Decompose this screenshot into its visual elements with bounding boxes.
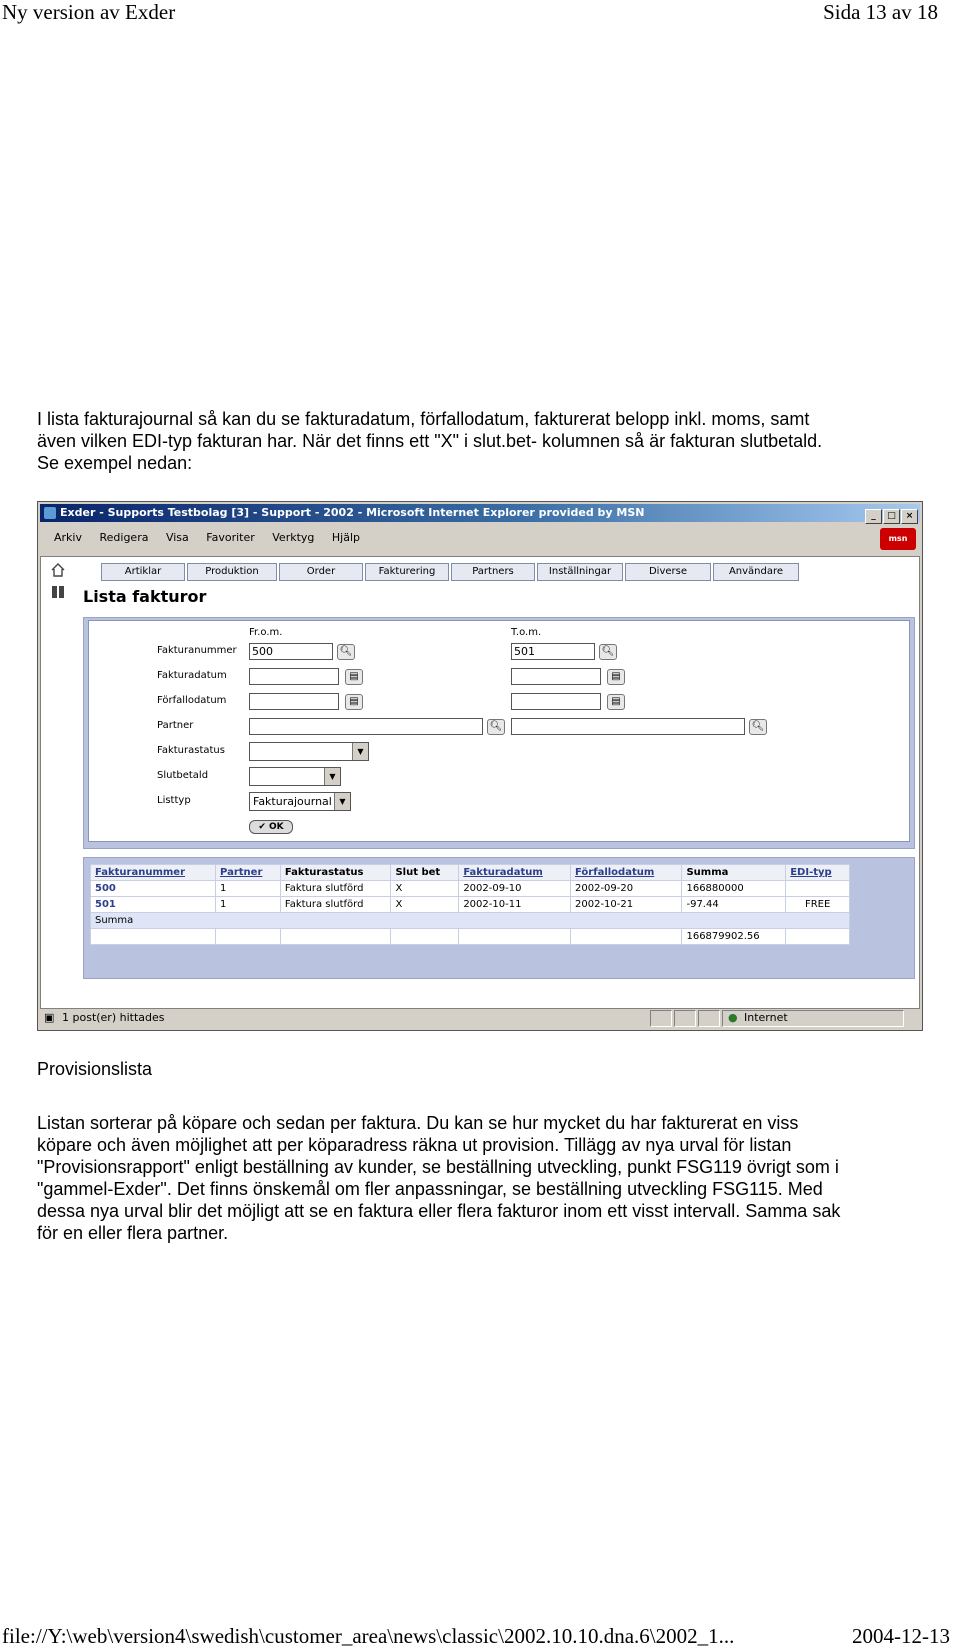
tab-artiklar[interactable]: Artiklar [101, 563, 185, 581]
cell: Faktura slutförd [280, 897, 391, 913]
status-segment [650, 1010, 672, 1027]
cell [391, 929, 459, 945]
table-row[interactable] [91, 881, 850, 897]
label-fakturanummer: Fakturanummer [157, 645, 237, 656]
cell [786, 929, 850, 945]
cell: FREE [786, 897, 850, 913]
paid-select[interactable] [249, 767, 341, 786]
cell: 2002-10-11 [459, 897, 571, 913]
body-line: för en eller flera partner. [37, 1223, 229, 1243]
cell: Faktura slutförd [280, 881, 391, 897]
minimize-button[interactable]: _ [865, 509, 882, 524]
cell-invoice-link[interactable]: 500 [91, 881, 216, 897]
cell-invoice-link[interactable]: 501 [91, 897, 216, 913]
cell: 1 [216, 897, 281, 913]
status-segment [698, 1010, 720, 1027]
cell: X [391, 897, 459, 913]
invoice-date-from-input[interactable] [249, 668, 339, 685]
menu-hjalp[interactable]: Hjälp [331, 531, 360, 544]
status-segment [674, 1010, 696, 1027]
page-title: Lista fakturor [83, 587, 207, 606]
ok-button[interactable]: ✔ OK [249, 820, 293, 834]
browser-content [40, 556, 920, 1009]
close-button[interactable]: × [901, 509, 918, 524]
cell: X [391, 881, 459, 897]
ie-icon [44, 507, 56, 519]
search-icon[interactable]: 🔍︎ [599, 644, 617, 660]
search-icon[interactable]: 🔍︎ [337, 644, 355, 660]
status-bar [40, 1009, 920, 1027]
intro-paragraph [37, 408, 822, 474]
cell: 2002-09-10 [459, 881, 571, 897]
calendar-icon[interactable]: ▤ [345, 669, 363, 685]
filter-form-inner [88, 620, 910, 842]
window-title: Exder - Supports Testbolag [3] - Support - 2002 - Microsoft Internet Explorer provided by MSN [60, 506, 645, 519]
body-line: Listan sorterar på köpare och sedan per faktura. Du kan se hur mycket du har fakturerat en viss [37, 1113, 799, 1133]
cell [786, 881, 850, 897]
search-icon[interactable]: 🔍︎ [487, 719, 505, 735]
label-partner: Partner [157, 720, 194, 731]
tab-partners[interactable]: Partners [451, 563, 535, 581]
tab-anvandare[interactable]: Användare [713, 563, 799, 581]
filter-form [83, 617, 915, 849]
globe-icon: ● [728, 1011, 738, 1024]
menu-bar [40, 524, 920, 552]
body-line: "Provisionsrapport" enligt beställning av kunder, se beställning utveckling, punkt FSG119 övrigt som i [37, 1157, 839, 1177]
status-text: 1 post(er) hittades [62, 1011, 165, 1024]
summa-value-row [91, 929, 850, 945]
intro-line: I lista fakturajournal så kan du se fakturadatum, förfallodatum, fakturerat belopp inkl. moms, samt [37, 409, 810, 429]
grid-icon[interactable] [51, 585, 65, 599]
label-fakturastatus: Fakturastatus [157, 745, 225, 756]
due-date-to-input[interactable] [511, 693, 601, 710]
search-icon[interactable]: 🔍︎ [749, 719, 767, 735]
chevron-down-icon: ▼ [352, 743, 368, 760]
col-fakturadatum[interactable]: Fakturadatum [459, 865, 571, 881]
intro-line: även vilken EDI-typ fakturan har. När det finns ett "X" i slut.bet- kolumnen så är fakturan slutbetald. [37, 431, 823, 451]
list-type-value: Fakturajournal [253, 795, 332, 808]
invoice-to-input[interactable]: 501 [511, 643, 595, 660]
body-line: köpare och även möjlighet att per köparadress räkna ut provision. Tillägg av nya urval för listan [37, 1135, 792, 1155]
cell [571, 929, 682, 945]
page-number: Sida 13 av 18 [823, 0, 938, 24]
cell: 2002-10-21 [571, 897, 682, 913]
tab-order[interactable]: Order [279, 563, 363, 581]
partner-from-input[interactable] [249, 718, 483, 735]
invoice-status-select[interactable] [249, 742, 369, 761]
partner-to-input[interactable] [511, 718, 745, 735]
menu-arkiv[interactable]: Arkiv [54, 531, 82, 544]
menu-verktyg[interactable]: Verktyg [272, 531, 315, 544]
tab-fakturering[interactable]: Fakturering [365, 563, 449, 581]
zone-text: Internet [744, 1011, 788, 1024]
table-row[interactable] [91, 897, 850, 913]
results-table [90, 864, 850, 945]
home-icon[interactable] [51, 563, 65, 577]
page-header-title: Ny version av Exder [2, 0, 176, 24]
footer-date: 2004-12-13 [852, 1624, 950, 1648]
invoice-from-input[interactable]: 500 [249, 643, 333, 660]
cell: 166880000 [682, 881, 786, 897]
ok-label: OK [269, 822, 284, 832]
footer-path: file://Y:\web\version4\swedish\customer_area\news\classic\2002.10.10.dna.6\2002_1... [2, 1624, 735, 1648]
calendar-icon[interactable]: ▤ [345, 694, 363, 710]
list-type-select[interactable] [249, 792, 351, 811]
label-listtyp: Listtyp [157, 795, 191, 806]
cell [91, 929, 216, 945]
section-heading: Provisionslista [37, 1059, 153, 1079]
calendar-icon[interactable]: ▤ [607, 669, 625, 685]
col-partner[interactable]: Partner [216, 865, 281, 881]
calendar-icon[interactable]: ▤ [607, 694, 625, 710]
summa-label-row [91, 913, 850, 929]
summa-label: Summa [91, 913, 850, 929]
label-fakturadatum: Fakturadatum [157, 670, 227, 681]
app-screenshot [37, 501, 923, 1031]
from-label: Fr.o.m. [249, 627, 283, 638]
tab-diverse[interactable]: Diverse [625, 563, 711, 581]
tab-installningar[interactable]: Inställningar [537, 563, 623, 581]
cell [459, 929, 571, 945]
chevron-down-icon: ▼ [334, 793, 350, 810]
summa-value: 166879902.56 [682, 929, 786, 945]
col-slut-bet: Slut bet [391, 865, 459, 881]
menu-visa[interactable]: Visa [165, 531, 189, 544]
intro-line: Se exempel nedan: [37, 453, 193, 473]
cell: 1 [216, 881, 281, 897]
col-summa: Summa [682, 865, 786, 881]
body-line: dessa nya urval blir det möjligt att se en faktura eller flera fakturor inom ett visst intervall. Samma sak [37, 1201, 841, 1221]
cell: 2002-09-20 [571, 881, 682, 897]
col-edi-typ[interactable]: EDI-typ [786, 865, 850, 881]
chevron-down-icon: ▼ [324, 768, 340, 785]
menu-favoriter[interactable]: Favoriter [206, 531, 255, 544]
window-titlebar [40, 504, 920, 522]
tab-produktion[interactable]: Produktion [187, 563, 277, 581]
cell [280, 929, 391, 945]
body-paragraph [37, 1112, 840, 1244]
msn-logo: msn [880, 528, 916, 550]
to-label: T.o.m. [511, 627, 542, 638]
cell [216, 929, 281, 945]
label-slutbetald: Slutbetald [157, 770, 209, 781]
invoice-date-to-input[interactable] [511, 668, 601, 685]
label-forfallodatum: Förfallodatum [157, 695, 227, 706]
menu-redigera[interactable]: Redigera [99, 531, 149, 544]
col-fakturanummer[interactable]: Fakturanummer [91, 865, 216, 881]
nav-tabs [101, 563, 801, 581]
col-forfallodatum[interactable]: Förfallodatum [571, 865, 682, 881]
cell: -97.44 [682, 897, 786, 913]
page-status-icon: ▣ [44, 1011, 55, 1024]
table-header-row [91, 865, 850, 881]
maximize-button[interactable]: □ [883, 509, 900, 524]
due-date-from-input[interactable] [249, 693, 339, 710]
col-fakturastatus: Fakturastatus [280, 865, 391, 881]
body-line: "gammel-Exder". Det finns önskemål om fler anpassningar, se beställning utveckling FSG115. Med [37, 1179, 823, 1199]
results-panel [83, 857, 915, 979]
